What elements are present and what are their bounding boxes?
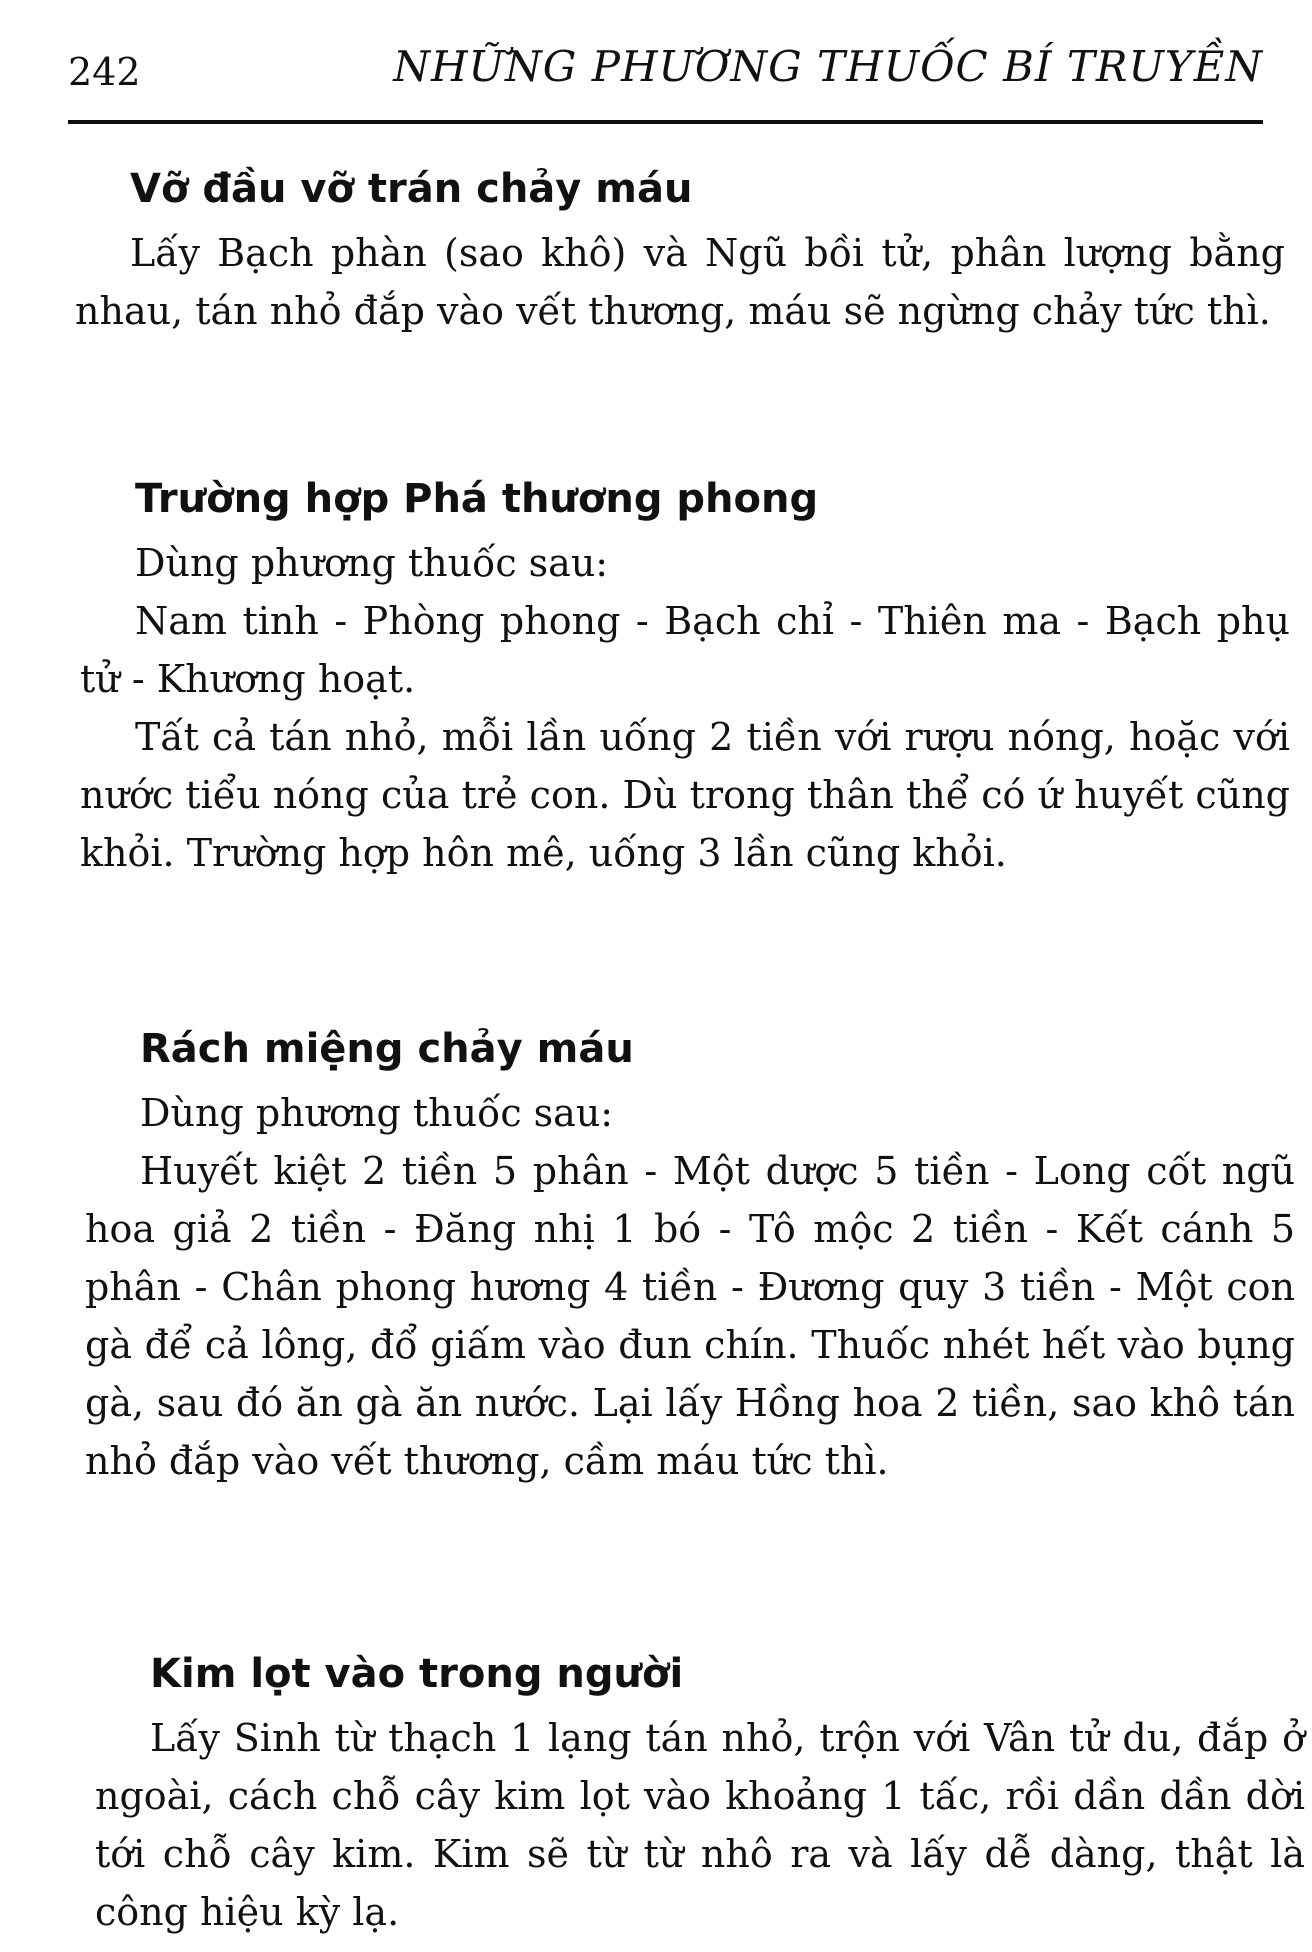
paragraph: Nam tinh - Phòng phong - Bạch chỉ - Thiên ma - Bạch phụ tử - Khương hoạt. — [80, 599, 1290, 701]
paragraph: Dùng phương thuốc sau: — [140, 1091, 614, 1135]
paragraph: Lấy Sinh từ thạch 1 lạng tán nhỏ, trộn với Vân tử du, đắp ở ngoài, cách chỗ cây kim lọt vào khoảng 1 tấc, rồi dần dần dời tới chỗ cây kim. Kim sẽ từ từ nhô ra và lấy dễ dàng, thật là công hiệu kỳ lạ. — [95, 1716, 1305, 1934]
section-vo-dau — [75, 160, 1285, 340]
paragraph: Tất cả tán nhỏ, mỗi lần uống 2 tiền với rượu nóng, hoặc với nước tiểu nóng của trẻ con. Dù trong thân thể có ứ huyết cũng khỏi. Trường hợp hôn mê, uống 3 lần cũng khỏi. — [80, 715, 1290, 875]
section-title: Rách miệng chảy máu — [140, 1026, 634, 1072]
page-header — [68, 30, 1263, 100]
paragraph: Lấy Bạch phàn (sao khô) và Ngũ bồi tử, phân lượng bằng nhau, tán nhỏ đắp vào vết thương, máu sẽ ngừng chảy tức thì. — [75, 231, 1285, 333]
running-title: NHỮNG PHƯƠNG THUỐC BÍ TRUYỀN — [393, 42, 1263, 91]
section-title: Trường hợp Phá thương phong — [135, 476, 819, 522]
paragraph: Dùng phương thuốc sau: — [135, 541, 609, 585]
section-kim-lot — [95, 1645, 1305, 1941]
paragraph: Huyết kiệt 2 tiền 5 phân - Một dược 5 tiền - Long cốt ngũ hoa giả 2 tiền - Đăng nhị 1 bó - Tô mộc 2 tiền - Kết cánh 5 phân - Chân phong hương 4 tiền - Đương quy 3 tiền - Một con gà để cả lông, đổ giấm vào đun chín. Thuốc nhét hết vào bụng gà, sau đó ăn gà ăn nước. Lại lấy Hồng hoa 2 tiền, sao khô tán nhỏ đắp vào vết thương, cầm máu tức thì. — [85, 1149, 1295, 1483]
page-number: 242 — [68, 50, 141, 94]
section-title: Vỡ đầu vỡ trán chảy máu — [130, 166, 693, 212]
section-title: Kim lọt vào trong người — [150, 1651, 684, 1697]
header-rule — [68, 120, 1263, 124]
section-pha-thuong-phong — [80, 470, 1290, 882]
section-rach-mieng — [85, 1020, 1295, 1490]
